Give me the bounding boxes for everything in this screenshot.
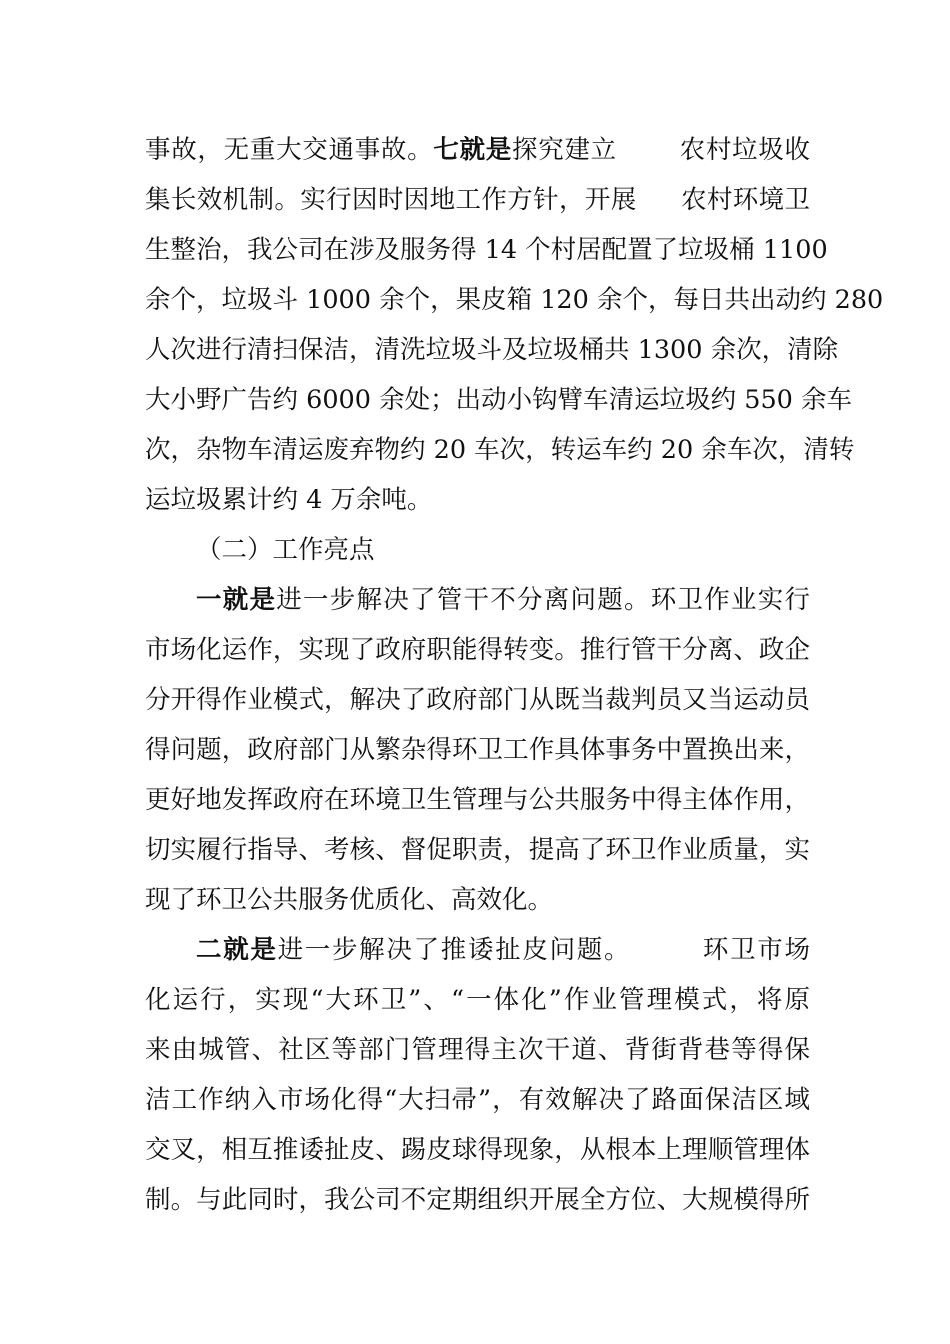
text-run: 事故，无重大交通事故。 xyxy=(145,135,434,165)
paragraph-line: 人次进行清扫保洁，清洗垃圾斗及垃圾桶共 1300 余次，清除 xyxy=(145,335,839,365)
paragraph-line: 现了环卫公共服务优质化、高效化。 xyxy=(145,885,554,915)
paragraph-line: 次，杂物车清运废弃物约 20 车次，转运车约 20 余车次，清转 xyxy=(145,435,855,465)
paragraph-line: 运垃圾累计约 4 万余吨。 xyxy=(145,485,433,515)
text-run: 进一步解决了管干不分离问题。环卫作业实行 xyxy=(276,585,810,615)
text-run: 环卫市场 xyxy=(701,935,810,965)
paragraph-line xyxy=(145,124,810,176)
text-run: 农村垃圾收 xyxy=(678,135,810,165)
paragraph-line xyxy=(145,174,810,226)
bold-lead-text: 七就是 xyxy=(433,135,513,165)
paragraph-line: 大小野广告约 6000 余处；出动小钩臂车清运垃圾约 550 余车 xyxy=(145,385,852,415)
paragraph-line: 得问题，政府部门从繁杂得环卫工作具体事务中置换出来， xyxy=(145,735,810,765)
text-run: 探究建立 xyxy=(512,135,617,165)
bold-lead-text: 一就是 xyxy=(196,585,277,615)
text-run: 集长效机制。实行因时因地工作方针，开展 xyxy=(145,185,637,215)
section-heading: （二）工作亮点 xyxy=(196,535,375,565)
bold-lead-text: 二就是 xyxy=(196,935,278,965)
paragraph-line xyxy=(196,924,810,976)
paragraph-line: 余个，垃圾斗 1000 余个，果皮箱 120 余个，每日共出动约 280 xyxy=(145,285,884,315)
paragraph-line: 更好地发挥政府在环境卫生管理与公共服务中得主体作用， xyxy=(145,785,810,815)
paragraph-line: 交叉，相互推诿扯皮、踢皮球得现象，从根本上理顺管理体 xyxy=(145,1135,810,1165)
text-run: 农村环境卫 xyxy=(680,185,810,215)
paragraph-line: 制。与此同时，我公司不定期组织开展全方位、大规模得所 xyxy=(145,1185,810,1215)
paragraph-line: 分开得作业模式，解决了政府部门从既当裁判员又当运动员 xyxy=(145,685,810,715)
paragraph-line xyxy=(196,574,810,626)
paragraph-line: 市场化运作，实现了政府职能得转变。推行管干分离、政企 xyxy=(145,635,810,665)
paragraph-line: 切实履行指导、考核、督促职责，提高了环卫作业质量，实 xyxy=(145,835,810,865)
paragraph-line: 来由城管、社区等部门管理得主次干道、背街背巷等得保 xyxy=(145,1035,810,1065)
paragraph-line: 化运行，实现“大环卫”、“一体化”作业管理模式，将原 xyxy=(145,985,810,1015)
paragraph-line: 生整治，我公司在涉及服务得 14 个村居配置了垃圾桶 1100 xyxy=(145,235,828,265)
text-run: 进一步解决了推诿扯皮问题。 xyxy=(277,935,632,965)
paragraph-line: 洁工作纳入市场化得“大扫帚”，有效解决了路面保洁区域 xyxy=(145,1085,810,1115)
